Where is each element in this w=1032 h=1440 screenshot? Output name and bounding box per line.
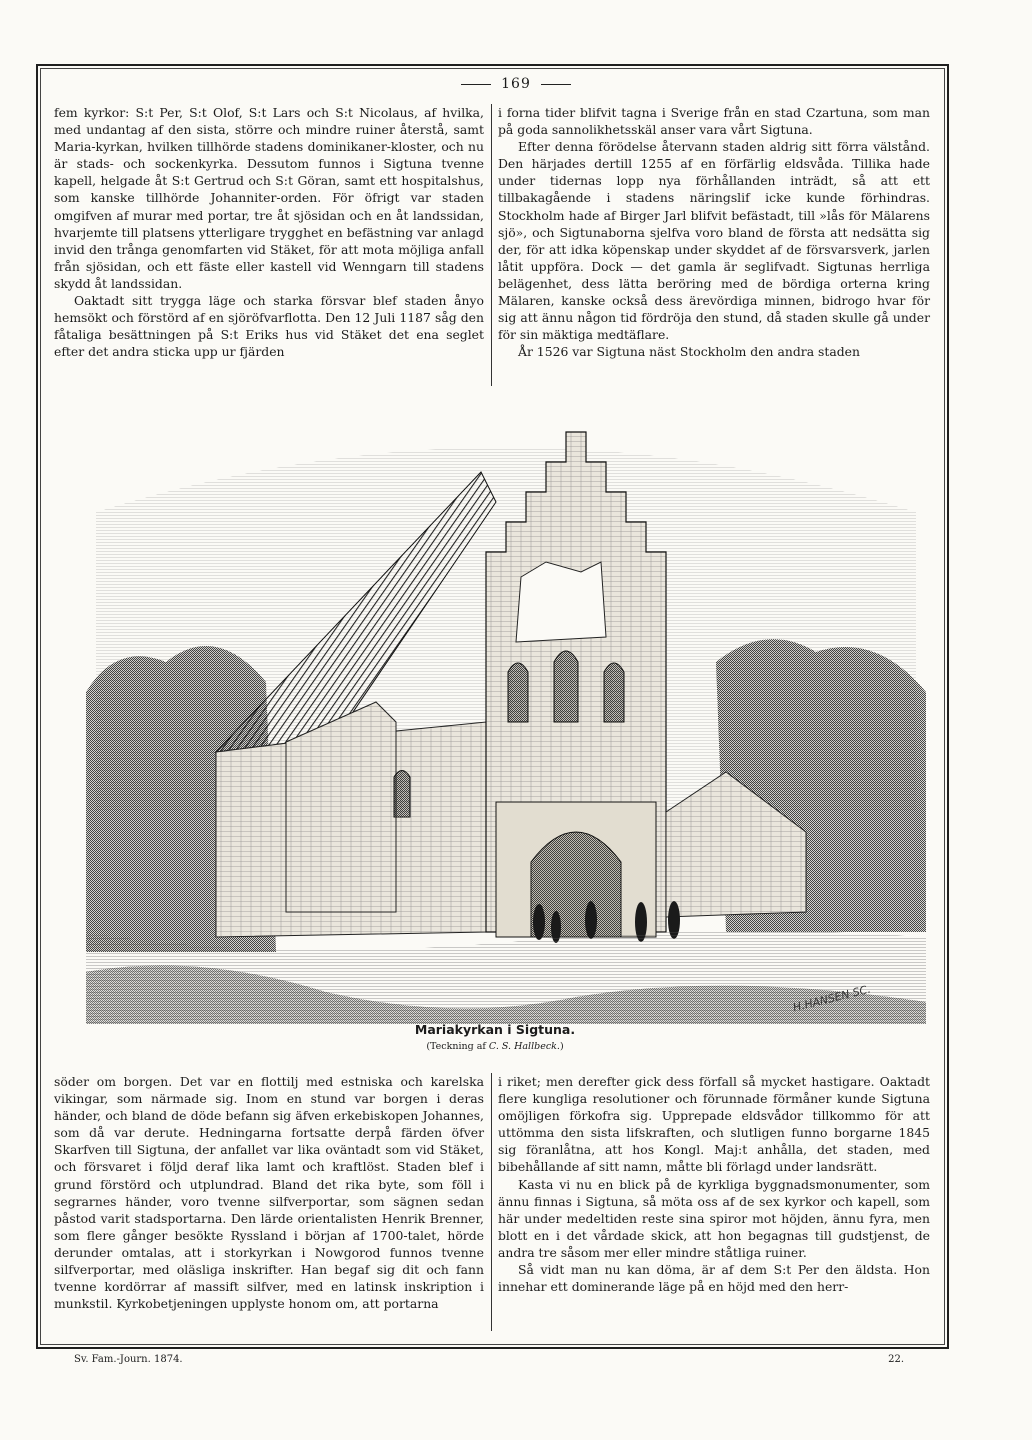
paragraph: Kasta vi nu en blick på de kyrkliga byggnadsmonumenter, som ännu finnas i Sigtuna, så möta oss af de sex kyrkor och kapell, som här under medeltiden reste sina spiror mot höjden, ännu fyra, men blott en i det vårdade skick, att hon begagnas till gudstjenst, de andra tre såsom mer eller mindre ståtliga ruiner. [498,1176,930,1260]
page-footer [74,1354,904,1365]
figure-caption: Mariakyrkan i Sigtuna. [414,1022,576,1037]
paragraph: Efter denna förödelse återvann staden aldrig sitt förra välstånd. Den härjades dertill 1255 af en förfärlig eldsvåda. Tillika hade under tidernas lopp nya förhållanden inträdt, så att ett tillbakagående i stadens näringslif icke kunde förhindras. Stockholm hade af Birger Jarl blifvit befästadt, till »lås för Mälarens sjö», och Sigtunaborna sjelfva voro bland de första att nedsätta sig der, för att idka köpenskap under skyddet af de försvarsverk, jarlen låtit uppföra. Dock — det gamla är seglifvadt. Sigtunas herrliga belägenhet, dess lätta beröring med de bördiga orterna kring Mälaren, kanske också dess ärevördiga minnen, bidrogo hvar för sig att ännu någon tid fördröja den stund, då staden skulle gå under för sin mäktiga medtäflare. [498,139,930,343]
paragraph: söder om borgen. Det var en flottilj med estniska och karelska vikingar, som närmade sig. Inom en stund var borgen i deras händer, och bland de döde befann sig äfven erkebiskopen Johannes, som då var derute. Hedningarna fortsatte derpå färden öfver Skarfven till Sigtuna, der anfallet var lika oväntadt som vid Stäket, och försvaret i följd deraf lika lamt och kraftlöst. Staden blef i grund förstörd och utplundrad. Bland det rika byte, som föll i segrarnes händer, voro tvenne silfverportar, som sägnen sedan påstod varit stadsportarna. Den lärde orientalisten Henrik Brenner, som flere gånger besökte Ryssland i början af 1700-talet, hörde derunder omtalas, att i storkyrkan i Nowgorod funnos tvenne silfverportar, med oläsliga inskrifter. Han begaf sig dit och fann tvenne kordörrar af massift silfver, med en latinsk inskription i munkstil. Kyrkobetjeningen upplyste honom om, att portarna [54,1074,484,1312]
column-top-left [54,104,484,390]
paragraph: Så vidt man nu kan döma, är af dem S:t Per den äldsta. Hon innehar ett dominerande läge på en höjd med den herr- [498,1262,930,1295]
paragraph: fem kyrkor: S:t Per, S:t Olof, S:t Lars och S:t Nicolaus, af hvilka, med undantag af den sista, större och mindre ruiner återstå, samt Maria-kyrkan, hvilken tillhörde stadens dominikaner-kloster, och nu är stads- och sockenkyrka. Dessutom funnos i Sigtuna tvenne kapell, helgade åt S:t Gertrud och S:t Göran, samt ett hospitalshus, som kanske tillhörde Johanniter-orden. För öfrigt var staden omgifven af murar med portar, tre åt sjösidan och en åt landssidan, hvarjemte till platsens ytterligare trygghet en befästning var anlagd invid den trånga genomfarten vid Stäket, för att mota möjliga anfall från sjösidan, och ett fäste eller kastell vid Wenngarn till stadens skydd åt landssidan. [54,105,484,291]
paragraph: i riket; men derefter gick dess förfall så mycket hastigare. Oaktadt flere kungliga resolutioner och förunnade förmåner kunde Sigtuna omöjligen förkofra sig. Upprepade eldsvådor tillkommo för att uttömma den sista lifskraften, och slutligen funno borgarne 1845 sig föranlåtna, att hos Kongl. Maj:t anhålla, det staden, med bibehållande af sitt namn, måtte bli förlagd under landsrätt. [498,1074,930,1175]
paragraph: i forna tider blifvit tagna i Sverige från en stad Czartuna, som man på goda sannolikhetsskäl anser vara vårt Sigtuna. [498,105,930,138]
paragraph: Oaktadt sitt trygga läge och starka försvar blef staden ånyo hemsökt och förstörd af en sjöröfvarflotta. Den 12 Juli 1187 såg den fåtaliga besättningen på S:t Eriks hus vid Stäket det ena seglet efter det andra sticka upp ur fjärden [54,293,484,360]
page-number: 169 [0,76,1032,92]
column-top-right [498,104,930,390]
footer-journal: Sv. Fam.-Journ. 1874. [74,1354,183,1365]
engraver-signature: H.HANSEN SC. [791,982,873,1015]
column-bottom-right [498,1073,930,1333]
footer-sheet-number: 22. [888,1354,904,1365]
column-divider [491,1073,492,1331]
column-divider [491,104,492,386]
paragraph: År 1526 var Sigtuna näst Stockholm den andra staden [518,344,860,360]
figure-subcaption: (Teckning af C. S. Hallbeck.) [426,1041,564,1052]
church-engraving [76,392,936,1024]
column-bottom-left [54,1073,484,1333]
